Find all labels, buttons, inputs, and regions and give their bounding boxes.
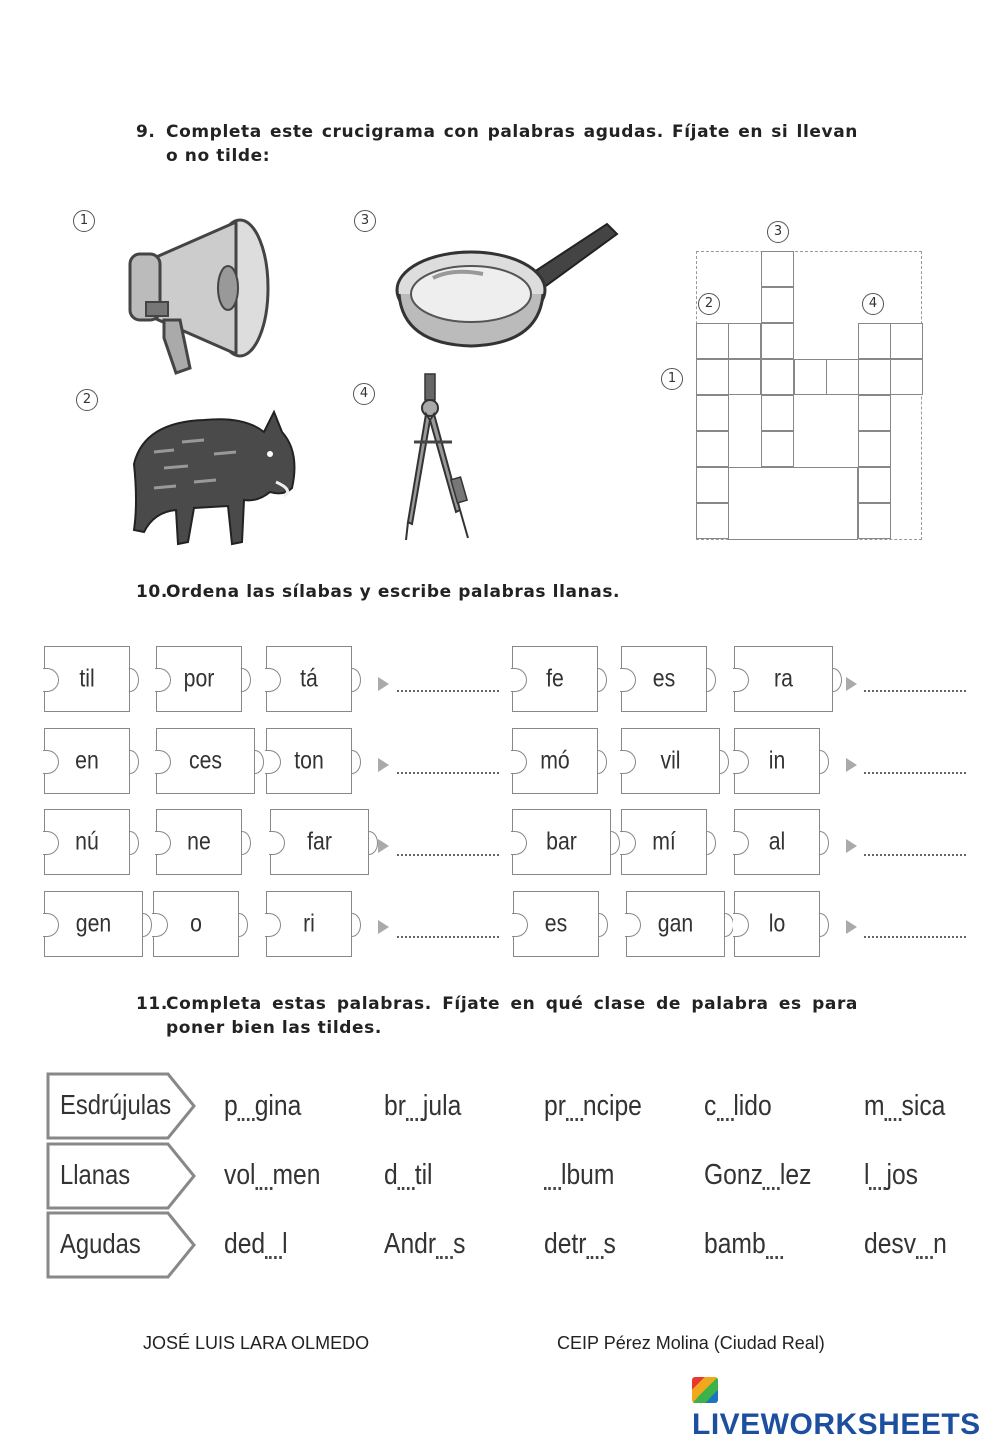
crossword-number-2: 2: [698, 293, 720, 315]
crossword-cell[interactable]: [858, 431, 891, 467]
word-part: lez: [779, 1159, 812, 1191]
blank-field[interactable]: [566, 1109, 583, 1121]
syllable-piece: bar: [512, 809, 611, 875]
crossword-cell[interactable]: [890, 323, 923, 359]
liveworksheets-logo[interactable]: LIVEWORKSHEETS: [692, 1374, 1000, 1442]
word-part: ncipe: [582, 1090, 642, 1122]
crossword-cell[interactable]: [696, 359, 729, 395]
puzzle-tab: [121, 750, 139, 774]
word-part: lido: [733, 1090, 772, 1122]
word-part: jula: [422, 1090, 462, 1122]
label-esdrujulas: Esdrújulas: [46, 1072, 196, 1140]
syllable-piece: gen: [44, 891, 143, 957]
question-number: 10.: [136, 582, 168, 602]
question-number: 9.: [136, 122, 156, 142]
logo-icon: [692, 1377, 718, 1403]
word-part: men: [272, 1159, 321, 1191]
question-11-title: [136, 992, 858, 1040]
puzzle-tab: [716, 913, 734, 937]
syllable-piece: ri: [266, 891, 352, 957]
syllable-piece: in: [734, 728, 820, 794]
word-to-complete: [224, 1159, 320, 1192]
puzzle-tab: [343, 750, 361, 774]
arrow-icon: [378, 839, 389, 853]
crossword-number-4: 4: [862, 293, 884, 315]
syllable-piece: es: [621, 646, 707, 712]
answer-line[interactable]: [864, 936, 966, 938]
word-part: s: [453, 1228, 466, 1260]
crossword-number-3: 3: [767, 221, 789, 243]
syllable-piece: gan: [626, 891, 725, 957]
puzzle-tab: [824, 668, 842, 692]
label-agudas: Agudas: [46, 1211, 196, 1279]
answer-line[interactable]: [397, 854, 499, 856]
puzzle-tab: [121, 831, 139, 855]
crossword-cell[interactable]: [761, 287, 794, 323]
label-llanas: Llanas: [46, 1142, 196, 1210]
crossword-cell[interactable]: [858, 503, 891, 539]
word-part: d: [384, 1159, 398, 1191]
word-part: bamb: [704, 1228, 766, 1260]
blank-field[interactable]: [766, 1247, 783, 1259]
puzzle-tab: [121, 668, 139, 692]
answer-line[interactable]: [864, 854, 966, 856]
arrow-icon: [846, 839, 857, 853]
crossword-cell[interactable]: [761, 431, 794, 467]
answer-line[interactable]: [397, 936, 499, 938]
word-to-complete: [864, 1159, 918, 1192]
blank-field[interactable]: [885, 1109, 902, 1121]
word-part: pr: [544, 1090, 566, 1122]
puzzle-tab: [698, 668, 716, 692]
word-part: ded: [224, 1228, 266, 1260]
blank-field[interactable]: [716, 1109, 733, 1121]
crossword-cell[interactable]: [761, 323, 794, 359]
crossword-cell[interactable]: [761, 395, 794, 431]
blank-field[interactable]: [869, 1178, 886, 1190]
blank-field[interactable]: [398, 1178, 415, 1190]
puzzle-tab: [698, 831, 716, 855]
blank-field[interactable]: [916, 1247, 933, 1259]
word-part: Andr: [384, 1228, 437, 1260]
answer-line[interactable]: [864, 772, 966, 774]
word-to-complete: [384, 1228, 465, 1261]
crossword-cell[interactable]: [696, 323, 729, 359]
syllable-piece: mó: [512, 728, 598, 794]
puzzle-tab: [233, 668, 251, 692]
answer-line[interactable]: [397, 772, 499, 774]
blank-field[interactable]: [544, 1178, 561, 1190]
blank-field[interactable]: [406, 1109, 423, 1121]
word-to-complete: [544, 1159, 614, 1192]
crossword-cell[interactable]: [728, 323, 761, 359]
question-10-title: [136, 580, 858, 604]
crossword-cell[interactable]: [858, 359, 891, 395]
syllable-piece: nú: [44, 809, 130, 875]
syllable-piece: por: [156, 646, 242, 712]
question-9-title: [136, 120, 858, 168]
syllable-piece: lo: [734, 891, 820, 957]
crossword-cell[interactable]: [858, 395, 891, 431]
word-part: detr: [544, 1228, 587, 1260]
arrow-icon: [846, 758, 857, 772]
crossword-cell[interactable]: [761, 359, 794, 395]
crossword-cell[interactable]: [728, 359, 761, 395]
syllable-piece: mí: [621, 809, 707, 875]
crossword-cell[interactable]: [761, 251, 794, 287]
arrow-icon: [378, 920, 389, 934]
question-text: Ordena las sílabas y escribe palabras llanas.: [166, 582, 621, 602]
word-to-complete: [704, 1228, 783, 1261]
puzzle-tab: [589, 668, 607, 692]
word-to-complete: [384, 1090, 461, 1123]
puzzle-tab: [811, 750, 829, 774]
puzzle-tab: [589, 750, 607, 774]
puzzle-tab: [233, 831, 251, 855]
word-part: desv: [864, 1228, 917, 1260]
blank-field[interactable]: [586, 1247, 603, 1259]
puzzle-tab: [811, 831, 829, 855]
image-number-1: 1: [73, 210, 95, 232]
word-to-complete: [704, 1159, 811, 1192]
word-part: p: [224, 1090, 238, 1122]
blank-field[interactable]: [763, 1178, 780, 1190]
crossword-cell[interactable]: [858, 467, 891, 503]
syllable-piece: o: [153, 891, 239, 957]
puzzle-tab: [602, 831, 620, 855]
word-to-complete: [704, 1090, 772, 1123]
word-part: n: [933, 1228, 947, 1260]
megaphone-icon: [124, 208, 274, 378]
crossword-cell[interactable]: [696, 467, 729, 503]
word-part: lbum: [561, 1159, 615, 1191]
blank-field[interactable]: [265, 1247, 282, 1259]
syllable-piece: es: [513, 891, 599, 957]
image-number-2: 2: [76, 389, 98, 411]
syllable-piece: tá: [266, 646, 352, 712]
crossword-cell[interactable]: [696, 431, 729, 467]
syllable-piece: al: [734, 809, 820, 875]
frying-pan-icon: [393, 218, 621, 358]
puzzle-tab: [343, 668, 361, 692]
syllable-piece: vil: [621, 728, 720, 794]
word-part: l: [282, 1228, 288, 1260]
crossword-cell[interactable]: [794, 359, 827, 395]
word-part: s: [603, 1228, 616, 1260]
author-name: JOSÉ LUIS LARA OLMEDO: [143, 1333, 370, 1353]
puzzle-tab: [134, 913, 152, 937]
puzzle-tab: [246, 750, 264, 774]
syllable-piece: ra: [734, 646, 833, 712]
word-part: jos: [886, 1159, 919, 1191]
arrow-icon: [846, 677, 857, 691]
question-number: 11.: [136, 994, 168, 1014]
word-to-complete: [864, 1090, 945, 1123]
syllable-piece: til: [44, 646, 130, 712]
question-text: Completa estas palabras. Fíjate en qué clase de palabra es para poner bien las tildes.: [166, 994, 858, 1038]
image-number-3: 3: [354, 210, 376, 232]
word-to-complete: [384, 1159, 433, 1192]
crossword-cell[interactable]: [696, 503, 729, 539]
word-part: til: [414, 1159, 433, 1191]
puzzle-tab: [811, 913, 829, 937]
word-part: Gonz: [704, 1159, 763, 1191]
puzzle-tab: [590, 913, 608, 937]
word-part: vol: [224, 1159, 256, 1191]
word-part: br: [384, 1090, 406, 1122]
crossword-cell[interactable]: [858, 323, 891, 359]
word-to-complete: [864, 1228, 947, 1261]
puzzle-tab: [343, 913, 361, 937]
word-to-complete: [544, 1090, 642, 1123]
school-name: CEIP Pérez Molina (Ciudad Real): [557, 1333, 825, 1353]
answer-line[interactable]: [864, 690, 966, 692]
compass-icon: [398, 372, 478, 544]
arrow-icon: [378, 758, 389, 772]
word-part: c: [704, 1090, 717, 1122]
puzzle-tab: [711, 750, 729, 774]
syllable-piece: ne: [156, 809, 242, 875]
syllable-piece: ton: [266, 728, 352, 794]
word-part: l: [864, 1159, 870, 1191]
word-part: sica: [901, 1090, 946, 1122]
image-number-4: 4: [353, 383, 375, 405]
syllable-piece: en: [44, 728, 130, 794]
syllable-piece: far: [270, 809, 369, 875]
syllable-piece: ces: [156, 728, 255, 794]
arrow-icon: [378, 677, 389, 691]
boar-icon: [124, 392, 304, 552]
answer-line[interactable]: [397, 690, 499, 692]
blank-field[interactable]: [256, 1178, 273, 1190]
blank-field[interactable]: [238, 1109, 255, 1121]
blank-field[interactable]: [436, 1247, 453, 1259]
syllable-piece: fe: [512, 646, 598, 712]
word-part: gina: [254, 1090, 302, 1122]
word-to-complete: [224, 1090, 301, 1123]
word-to-complete: [224, 1228, 288, 1261]
puzzle-tab: [230, 913, 248, 937]
crossword-number-1: 1: [661, 368, 683, 390]
arrow-icon: [846, 920, 857, 934]
crossword-cell[interactable]: [826, 359, 859, 395]
crossword-cell[interactable]: [696, 395, 729, 431]
question-text: Completa este crucigrama con palabras agudas. Fíjate en si llevan o no tilde:: [166, 122, 858, 166]
word-to-complete: [544, 1228, 616, 1261]
crossword-block: [728, 467, 858, 540]
word-part: m: [864, 1090, 885, 1122]
crossword-cell[interactable]: [890, 359, 923, 395]
puzzle-tab: [360, 831, 378, 855]
